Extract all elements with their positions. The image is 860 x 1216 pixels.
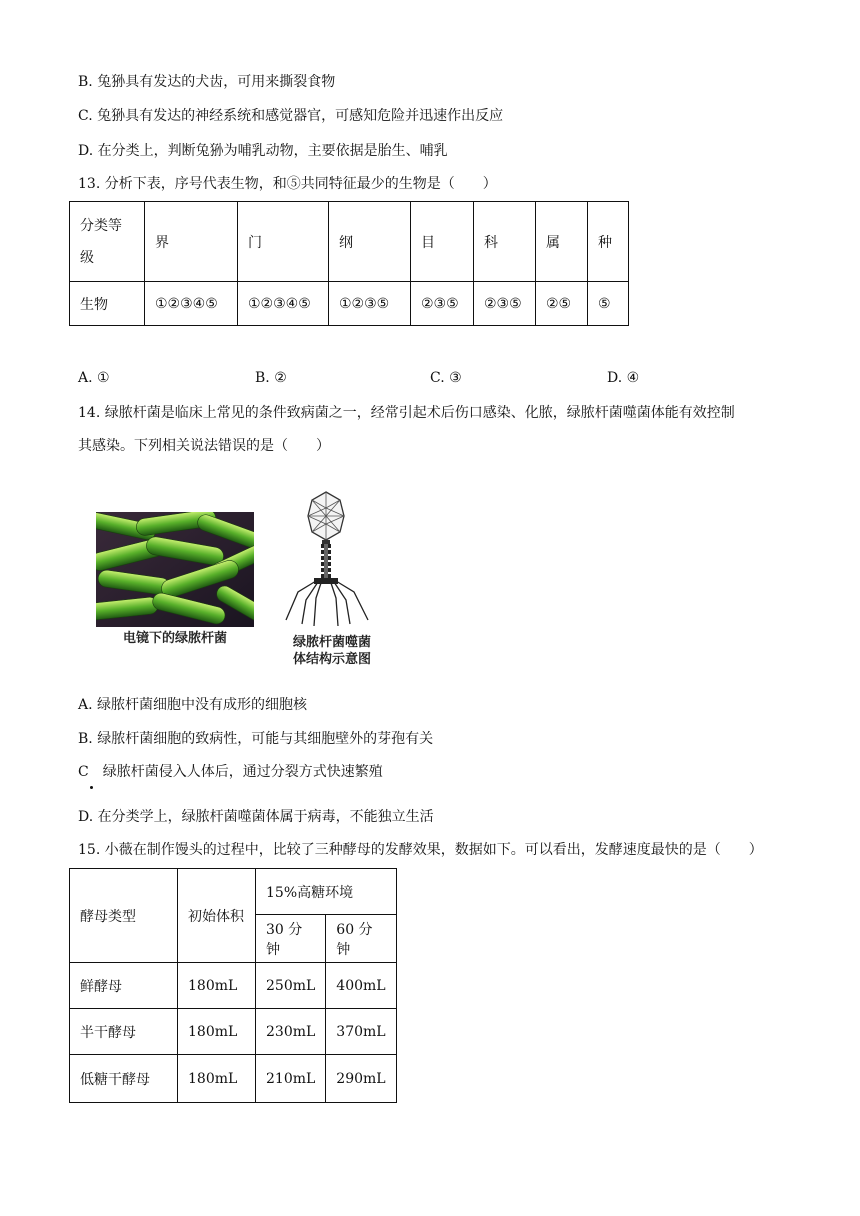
- table-cell-header: 分类等级: [70, 202, 145, 282]
- phage-caption-line1: 绿脓杆菌噬菌: [292, 635, 371, 650]
- yeast-table: [69, 868, 397, 1103]
- table-cell: 180mL: [178, 1009, 256, 1055]
- table-cell-header: 纲: [329, 202, 411, 282]
- q13-stem: 13. 分析下表，序号代表生物，和⑤共同特征最少的生物是（ ）: [78, 176, 497, 192]
- table-cell-header: 科: [474, 202, 536, 282]
- table-row: [70, 963, 397, 1009]
- table-cell: ②⑤: [536, 282, 588, 326]
- stray-dot: [90, 786, 93, 789]
- q14-stem-line2: 其感染。下列相关说法错误的是（ ）: [78, 438, 330, 454]
- phage-caption-line2: 体结构示意图: [292, 652, 371, 667]
- q14-option-b: B. 绿脓杆菌细胞的致病性，可能与其细胞壁外的芽孢有关: [78, 731, 434, 747]
- table-cell-header: 60 分钟: [326, 915, 396, 963]
- table-cell-header: 30 分钟: [256, 915, 326, 963]
- table-cell: ②③⑤: [474, 282, 536, 326]
- table-cell: ①②③④⑤: [238, 282, 329, 326]
- table-cell-header: 种: [588, 202, 629, 282]
- table-cell: 400mL: [326, 963, 396, 1009]
- taxonomy-table: [69, 201, 629, 326]
- table-cell-header: 酵母类型: [70, 869, 178, 963]
- table-cell: 半干酵母: [70, 1009, 178, 1055]
- q12-option-c: C. 兔狲具有发达的神经系统和感觉器官，可感知危险并迅速作出反应: [78, 108, 504, 124]
- table-cell: ②③⑤: [411, 282, 474, 326]
- q12-option-b: B. 兔狲具有发达的犬齿，可用来撕裂食物: [78, 74, 336, 90]
- q14-option-a: A. 绿脓杆菌细胞中没有成形的细胞核: [78, 697, 308, 713]
- micrograph-caption: 电镜下的绿脓杆菌: [122, 631, 227, 646]
- table-cell: 250mL: [256, 963, 326, 1009]
- table-row: [70, 202, 629, 282]
- q14-option-d: D. 在分类学上，绿脓杆菌噬菌体属于病毒，不能独立生活: [78, 809, 434, 825]
- q13-option-a: A. ①: [78, 370, 110, 386]
- table-cell: 生物: [70, 282, 145, 326]
- bacteria-micrograph-image: [96, 512, 254, 627]
- table-cell: 290mL: [326, 1055, 396, 1103]
- table-cell: 210mL: [256, 1055, 326, 1103]
- phage-caption: [274, 634, 390, 668]
- q13-option-d: D. ④: [607, 370, 640, 386]
- table-cell-header: 初始体积: [178, 869, 256, 963]
- table-row: [70, 869, 397, 915]
- q13-option-b: B. ②: [255, 370, 287, 386]
- table-cell: ①②③④⑤: [145, 282, 238, 326]
- table-cell: ①②③⑤: [329, 282, 411, 326]
- table-row: [70, 282, 629, 326]
- q14-stem-line1: 14. 绿脓杆菌是临床上常见的条件致病菌之一，经常引起术后伤口感染、化脓，绿脓杆菌噬菌体能有效控制: [78, 405, 735, 421]
- table-cell-header: 门: [238, 202, 329, 282]
- table-cell: ⑤: [588, 282, 629, 326]
- table-cell-header: 目: [411, 202, 474, 282]
- q14-option-c: C 绿脓杆菌侵入人体后，通过分裂方式快速繁殖: [78, 764, 383, 780]
- table-cell-header: 15%高糖环境: [256, 869, 397, 915]
- table-row: [70, 1009, 397, 1055]
- table-cell: 230mL: [256, 1009, 326, 1055]
- phage-diagram-image: [276, 488, 388, 630]
- table-cell-header: 属: [536, 202, 588, 282]
- q12-option-d: D. 在分类上，判断兔狲为哺乳动物，主要依据是胎生、哺乳: [78, 143, 448, 159]
- table-cell: 370mL: [326, 1009, 396, 1055]
- table-cell: 低糖干酵母: [70, 1055, 178, 1103]
- table-cell-header: 界: [145, 202, 238, 282]
- table-row: [70, 1055, 397, 1103]
- table-cell: 180mL: [178, 963, 256, 1009]
- table-cell: 180mL: [178, 1055, 256, 1103]
- table-cell: 鲜酵母: [70, 963, 178, 1009]
- q13-option-c: C. ③: [430, 370, 462, 386]
- q15-stem: 15. 小薇在制作馒头的过程中，比较了三种酵母的发酵效果，数据如下。可以看出，发酵速度最快的是（ ）: [78, 842, 763, 858]
